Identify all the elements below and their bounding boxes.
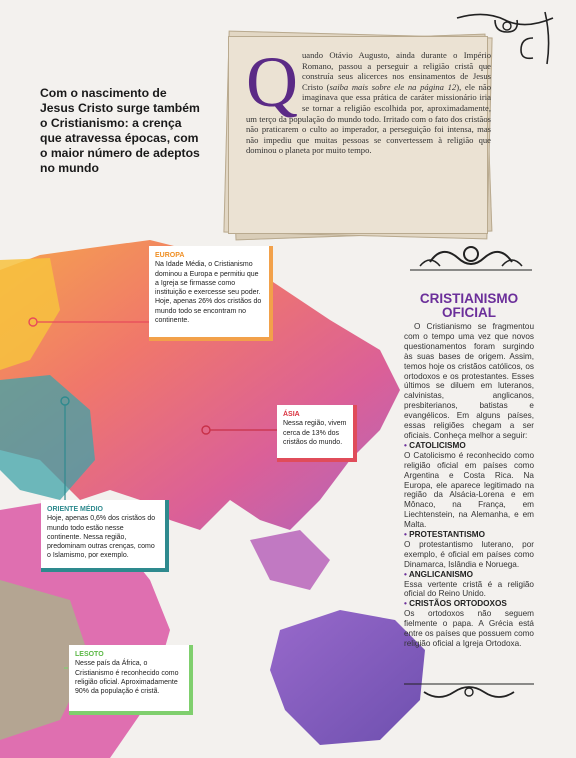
official-christianity-column xyxy=(404,292,534,649)
callout-asia-title: ÁSIA xyxy=(283,411,300,418)
callout-europa-title: EUROPA xyxy=(155,252,185,259)
drop-cap: Q xyxy=(246,42,298,122)
quote-text-a: uando Otávio Augusto, ainda durante o Império Romano, passou a perseguir a religião cristã que construía seus alicerces nos ensinamentos de Jesus Cristo ( xyxy=(302,50,491,92)
bullet-icon: • xyxy=(404,440,407,450)
side-intro: O Cristianismo se fragmentou com o tempo uma vez que novos questionamentos foram surgindo às suas bases de origem. Assim, temos hoje os cristãos católicos, os ortodoxos e os protestantes. Esses últimos se diluem em luteranos, calvinistas, anglicanos, presbiterianos, batistas e evangélicos. Em alguns países, essas religiões chegam a ser oficiais. Conheça melhor a seguir: xyxy=(404,322,534,440)
section-heading-catolicismo: CATOLICISMO xyxy=(409,440,466,450)
section-heading-anglicanismo: ANGLICANISMO xyxy=(408,569,473,579)
quote-italic: saiba mais sobre ele na página 12 xyxy=(329,81,457,92)
callout-lesoto-text: Nesse país da África, o Cristianismo é reconhecido como religião oficial. Aproximadamente 90% da população é cristã. xyxy=(75,660,179,696)
divider-ornament-icon xyxy=(410,240,532,276)
callout-europa-text: Na Idade Média, o Cristianismo dominou a Europa e permitiu que a Igreja se firmasse como instituição e exercesse seu poder. Hoje, apenas 26% dos cristãos do mundo todo se encontram no continente. xyxy=(155,261,262,325)
callout-lesoto xyxy=(69,645,193,715)
corner-ornament-icon xyxy=(455,8,555,68)
section-text-protestantismo: O protestantismo luterano, por exemplo, é oficial em países como Dinamarca, Islândia e Noruega. xyxy=(404,539,534,569)
intro-text: Com o nascimento de Jesus Cristo surge também o Cristianismo: a crença que atravessa épocas, com o maior número de adeptos no mundo xyxy=(40,86,200,175)
callout-asia xyxy=(277,405,357,462)
bullet-icon: • xyxy=(404,530,407,540)
australia-shape xyxy=(270,610,425,745)
quote-text-b: ), ele não imaginava que essa prática de caráter missionário iria se tornar a religião escolhida por, aproximadamente, um terço da população do mundo todo. Irritado com o fato dos cristãos não praticarem o culto ao imperador, a perseguição foi intensa, mas não impediu que muitas pessoas se convertessem à religião que dominou o planeta por muito tempo. xyxy=(246,81,491,156)
section-heading-protestantismo: PROTESTANTISMO xyxy=(409,530,485,540)
side-title: CRISTIANISMO OFICIAL xyxy=(419,291,519,320)
bullet-icon: • xyxy=(404,569,407,579)
callout-oriente-title: ORIENTE MÉDIO xyxy=(47,506,104,513)
callout-asia-text: Nessa região, vivem cerca de 13% dos cristãos do mundo. xyxy=(283,420,347,446)
section-text-ortodoxos: Os ortodoxos não seguem fielmente o papa. A Grécia está entre os países que possuem como religião oficial a Igreja Ortodoxa. xyxy=(404,609,534,648)
callout-lesoto-title: LESOTO xyxy=(75,651,104,658)
callout-oriente-medio xyxy=(41,500,169,572)
section-heading-ortodoxos: CRISTÃOS ORTODOXOS xyxy=(409,599,507,609)
section-text-anglicanismo: Essa vertente cristã é a religião oficial do Reino Unido. xyxy=(404,579,534,599)
bottom-ornament-icon xyxy=(404,680,534,704)
callout-europa xyxy=(149,246,273,341)
section-text-catolicismo: O Catolicismo é reconhecido como religião oficial em países como Argentina e Costa Rica. Na Europa, ele aparece legitimado na região da Alsácia-Lorena e em Mônaco, na França, em Liechtenstein, na Alemanha, e em Malta. xyxy=(404,450,534,530)
callout-oriente-text: Hoje, apenas 0,6% dos cristãos do mundo todo estão nesse continente. Nessa região, predominam outras crenças, como o Islamismo, por exemplo. xyxy=(47,515,156,560)
bullet-icon: • xyxy=(404,599,407,609)
